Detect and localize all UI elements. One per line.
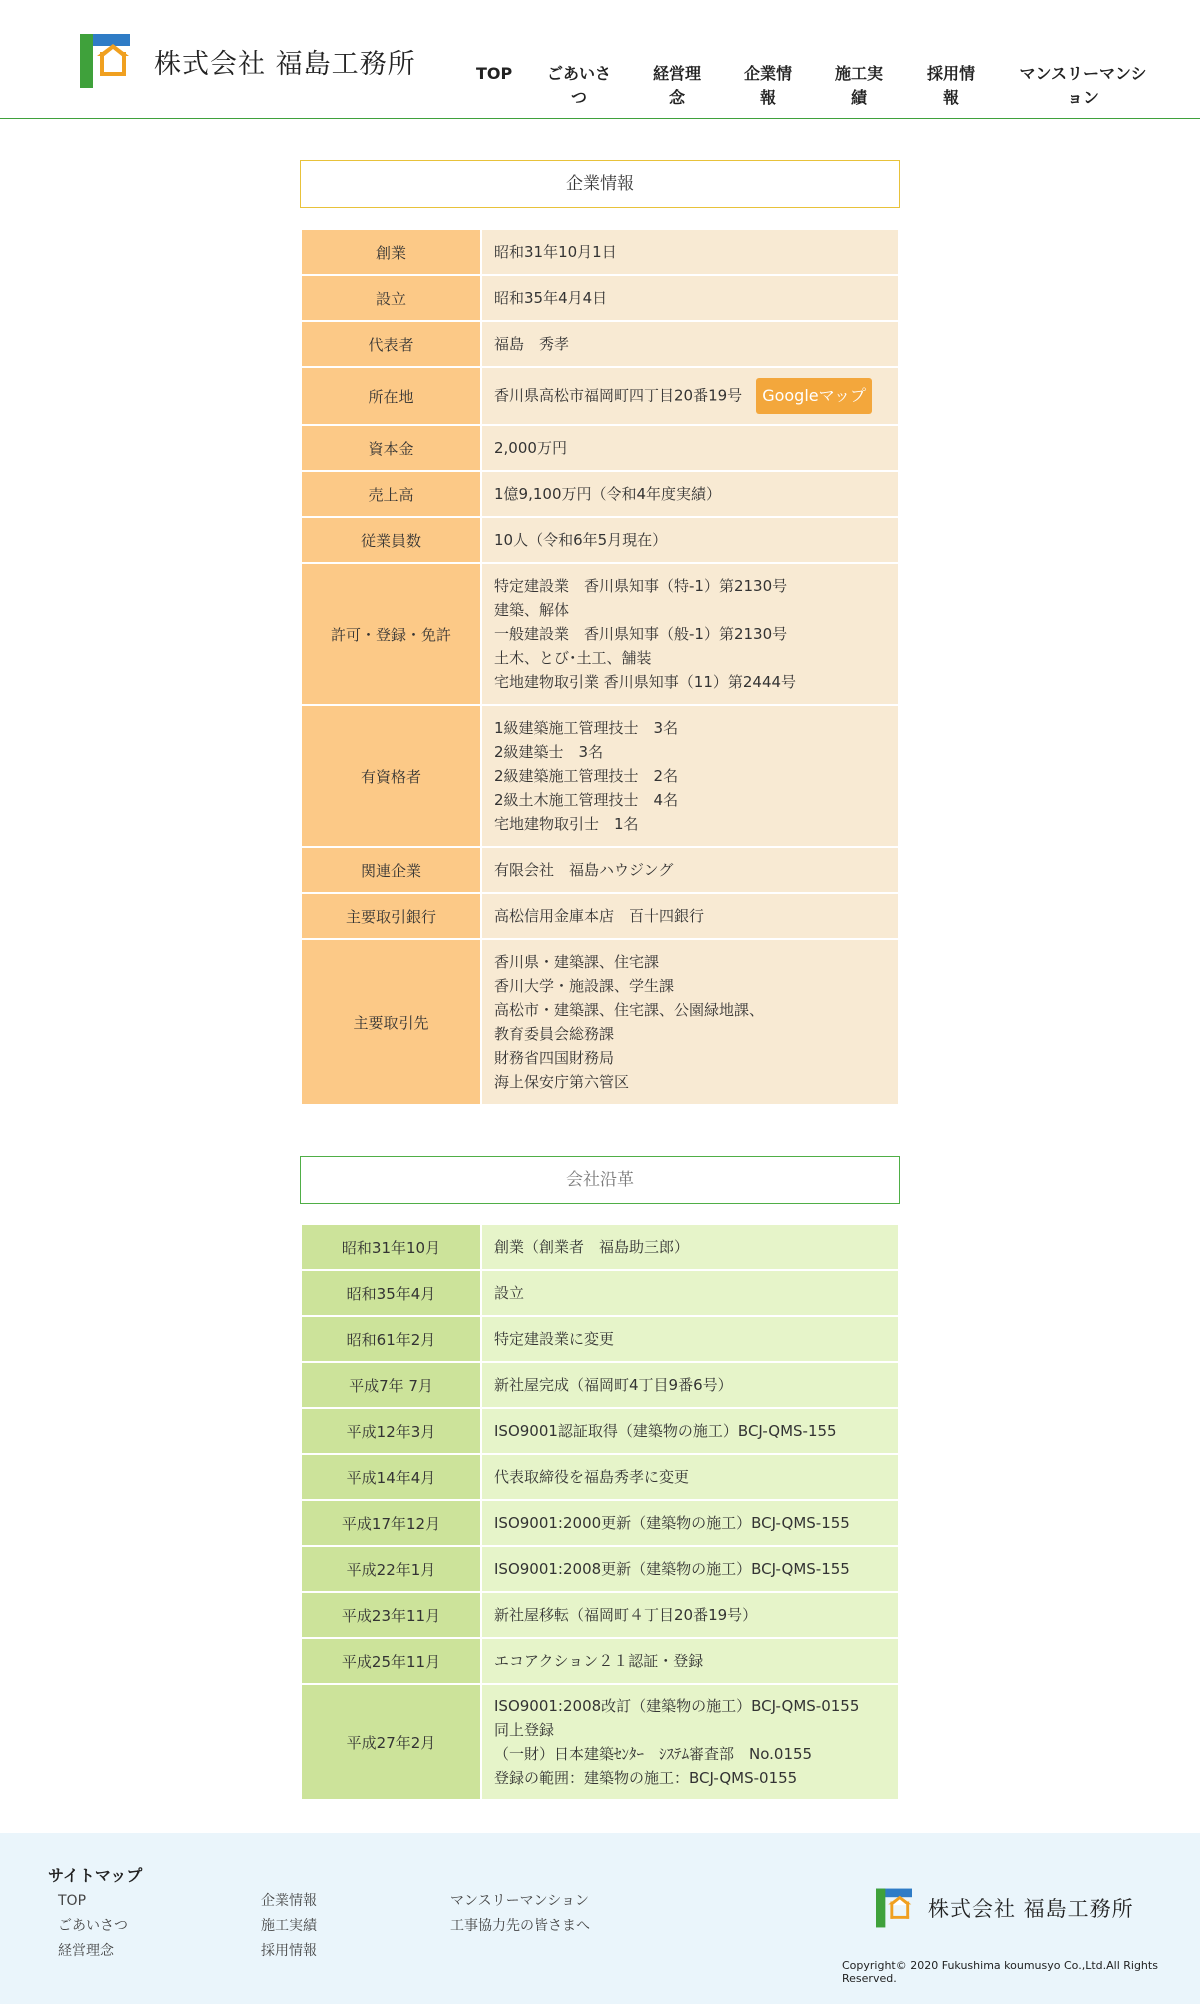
company-info-value [482,472,898,516]
history-value [482,1593,898,1637]
company-info-label: 所在地 [302,368,480,424]
company-info-row [302,848,898,892]
history-label: 昭和61年2月 [302,1317,480,1361]
footer-link-greeting[interactable]: ごあいさつ [58,1918,128,1934]
history-value-text: ISO9001認証取得（建築物の施工）BCJ-QMS-155 [494,1422,837,1440]
house-logo-icon [876,1889,912,1928]
company-info-label: 設立 [302,276,480,320]
history-label: 平成12年3月 [302,1409,480,1453]
footer-link-partners[interactable]: 工事協力先の皆さまへ [450,1918,590,1934]
company-info-value-text: 高松信用金庫本店 百十四銀行 [494,907,705,925]
history-value-text: 特定建設業に変更 [494,1330,615,1348]
company-info-value [482,368,898,424]
footer-link-recruit[interactable]: 採用情報 [261,1943,317,1959]
company-info-value-text: 昭和35年4月4日 [494,289,608,307]
company-info-table [300,228,900,1106]
company-info-row [302,368,898,424]
history-label: 平成25年11月 [302,1639,480,1683]
company-info-row [302,518,898,562]
company-info-value [482,230,898,274]
company-info-label: 関連企業 [302,848,480,892]
company-info-value-text: 有限会社 福島ハウジング [494,861,674,879]
nav-greeting[interactable]: ごあいさ つ [546,64,611,107]
company-info-value [482,940,898,1104]
history-value [482,1317,898,1361]
footer-link-monthly-mansion[interactable]: マンスリーマンション [450,1893,589,1909]
company-info-row [302,230,898,274]
history-value-text: ISO9001:2008更新（建築物の施工）BCJ-QMS-155 [494,1560,850,1578]
company-info-label: 有資格者 [302,706,480,846]
company-info-row [302,472,898,516]
company-info-row [302,940,898,1104]
history-label: 平成17年12月 [302,1501,480,1545]
company-info-label: 資本金 [302,426,480,470]
company-info-row [302,426,898,470]
company-info-row [302,894,898,938]
history-label: 昭和35年4月 [302,1271,480,1315]
history-value-text: 創業（創業者 福島助三郎） [494,1238,690,1256]
company-info-value [482,426,898,470]
history-value [482,1363,898,1407]
company-info-label: 主要取引銀行 [302,894,480,938]
history-value-text: 新社屋移転（福岡町４丁目20番19号） [494,1606,758,1624]
history-value [482,1547,898,1591]
company-info-value [482,564,898,704]
history-row [302,1271,898,1315]
history-label: 平成22年1月 [302,1547,480,1591]
sitemap-col-1 [58,1889,128,1964]
history-value [482,1501,898,1545]
company-info-value [482,322,898,366]
history-value [482,1271,898,1315]
company-info-row [302,706,898,846]
company-info-label: 主要取引先 [302,940,480,1104]
history-row [302,1455,898,1499]
history-label: 昭和31年10月 [302,1225,480,1269]
company-info-value [482,518,898,562]
sitemap-title: サイトマップ [48,1866,143,1885]
history-value [482,1455,898,1499]
history-row [302,1363,898,1407]
history-label: 平成23年11月 [302,1593,480,1637]
history-label: 平成27年2月 [302,1685,480,1799]
history-value [482,1639,898,1683]
company-info-value-text: 1億9,100万円（令和4年度実績） [494,485,722,503]
history-row [302,1639,898,1683]
logo-text: 株式会社 福島工務所 [154,48,416,80]
company-info-value [482,894,898,938]
history-value-text: 設立 [494,1284,525,1302]
site-header [0,0,1200,119]
company-info-value-text: 福島 秀孝 [494,335,570,353]
company-info-value [482,848,898,892]
history-value-text: ISO9001:2000更新（建築物の施工）BCJ-QMS-155 [494,1514,850,1532]
company-info-value-text: 特定建設業 香川県知事（特-1）第2130号 建築、解体 一般建設業 香川県知事（般-1）第2130号 土木、とび･土工、舗装 宅地建物取引業 香川県知事（11）第2444号 [494,577,797,691]
footer-link-philosophy[interactable]: 経営理念 [58,1943,114,1959]
nav-top[interactable]: TOP [476,64,513,83]
company-info-value-text: 昭和31年10月1日 [494,243,617,261]
copyright: Copyright© 2020 Fukushima koumusyo Co.,Ltd.All Rights Reserved. [842,1959,1158,1985]
history-row [302,1685,898,1799]
nav-philosophy[interactable]: 経営理 念 [652,64,701,107]
footer-logo[interactable] [876,1881,1134,1935]
company-info-label: 従業員数 [302,518,480,562]
history-label: 平成7年 7月 [302,1363,480,1407]
company-info-label: 創業 [302,230,480,274]
history-label: 平成14年4月 [302,1455,480,1499]
company-info-row [302,276,898,320]
history-value [482,1409,898,1453]
company-info-row [302,322,898,366]
history-value-text: ISO9001:2008改訂（建築物の施工）BCJ-QMS-0155 同上登録 （一財）日本建築ｾﾝﾀｰ ｼｽﾃﾑ審査部 No.0155 登録の範囲：建築物の施工：BCJ-QMS-0155 [494,1697,860,1787]
footer-link-top[interactable]: TOP [58,1893,87,1909]
nav-company-info[interactable]: 企業情 報 [743,64,792,107]
history-row [302,1547,898,1591]
nav-monthly-mansion[interactable]: マンスリーマンシ ョン [1019,64,1147,107]
company-info-value [482,706,898,846]
company-info-value-text: 香川県高松市福岡町四丁目20番19号 [494,386,743,405]
history-row [302,1409,898,1453]
nav-works[interactable]: 施工実 績 [834,64,883,107]
main-nav [0,62,1200,112]
google-map-button[interactable]: Googleマップ [756,378,872,414]
company-info-label: 許可・登録・免許 [302,564,480,704]
company-info-value-text: 香川県・建築課、住宅課 香川大学・施設課、学生課 高松市・建築課、住宅課、公園緑地課、 教育委員会総務課 財務省四国財務局 海上保安庁第六管区 [494,953,765,1091]
history-heading: 会社沿革 [300,1156,900,1204]
company-info-value-text: 1級建築施工管理技士 3名 2級建築士 3名 2級建築施工管理技士 2名 2級土木施工管理技士 4名 宅地建物取引士 1名 [494,719,679,833]
history-row [302,1225,898,1269]
history-row [302,1501,898,1545]
history-value-text: エコアクション２１認証・登録 [494,1652,704,1670]
company-info-row [302,564,898,704]
history-row [302,1317,898,1361]
footer-logo-text: 株式会社 福島工務所 [928,1897,1134,1921]
sitemap-col-3 [450,1889,590,1939]
company-info-label: 代表者 [302,322,480,366]
sitemap-col-2 [261,1889,317,1964]
history-table [300,1223,900,1801]
history-value [482,1225,898,1269]
history-row [302,1593,898,1637]
footer-link-works[interactable]: 施工実績 [261,1918,317,1934]
history-value-text: 代表取締役を福島秀孝に変更 [494,1468,690,1486]
company-info-value-text: 10人（令和6年5月現在） [494,531,668,549]
site-footer [0,1833,1200,2004]
footer-link-company-info[interactable]: 企業情報 [261,1893,317,1909]
company-info-value-text: 2,000万円 [494,439,567,457]
company-info-heading: 企業情報 [300,160,900,208]
nav-recruit[interactable]: 採用情 報 [926,64,975,107]
company-info-value [482,276,898,320]
history-value [482,1685,898,1799]
company-info-label: 売上高 [302,472,480,516]
history-value-text: 新社屋完成（福岡町4丁目9番6号） [494,1376,733,1394]
